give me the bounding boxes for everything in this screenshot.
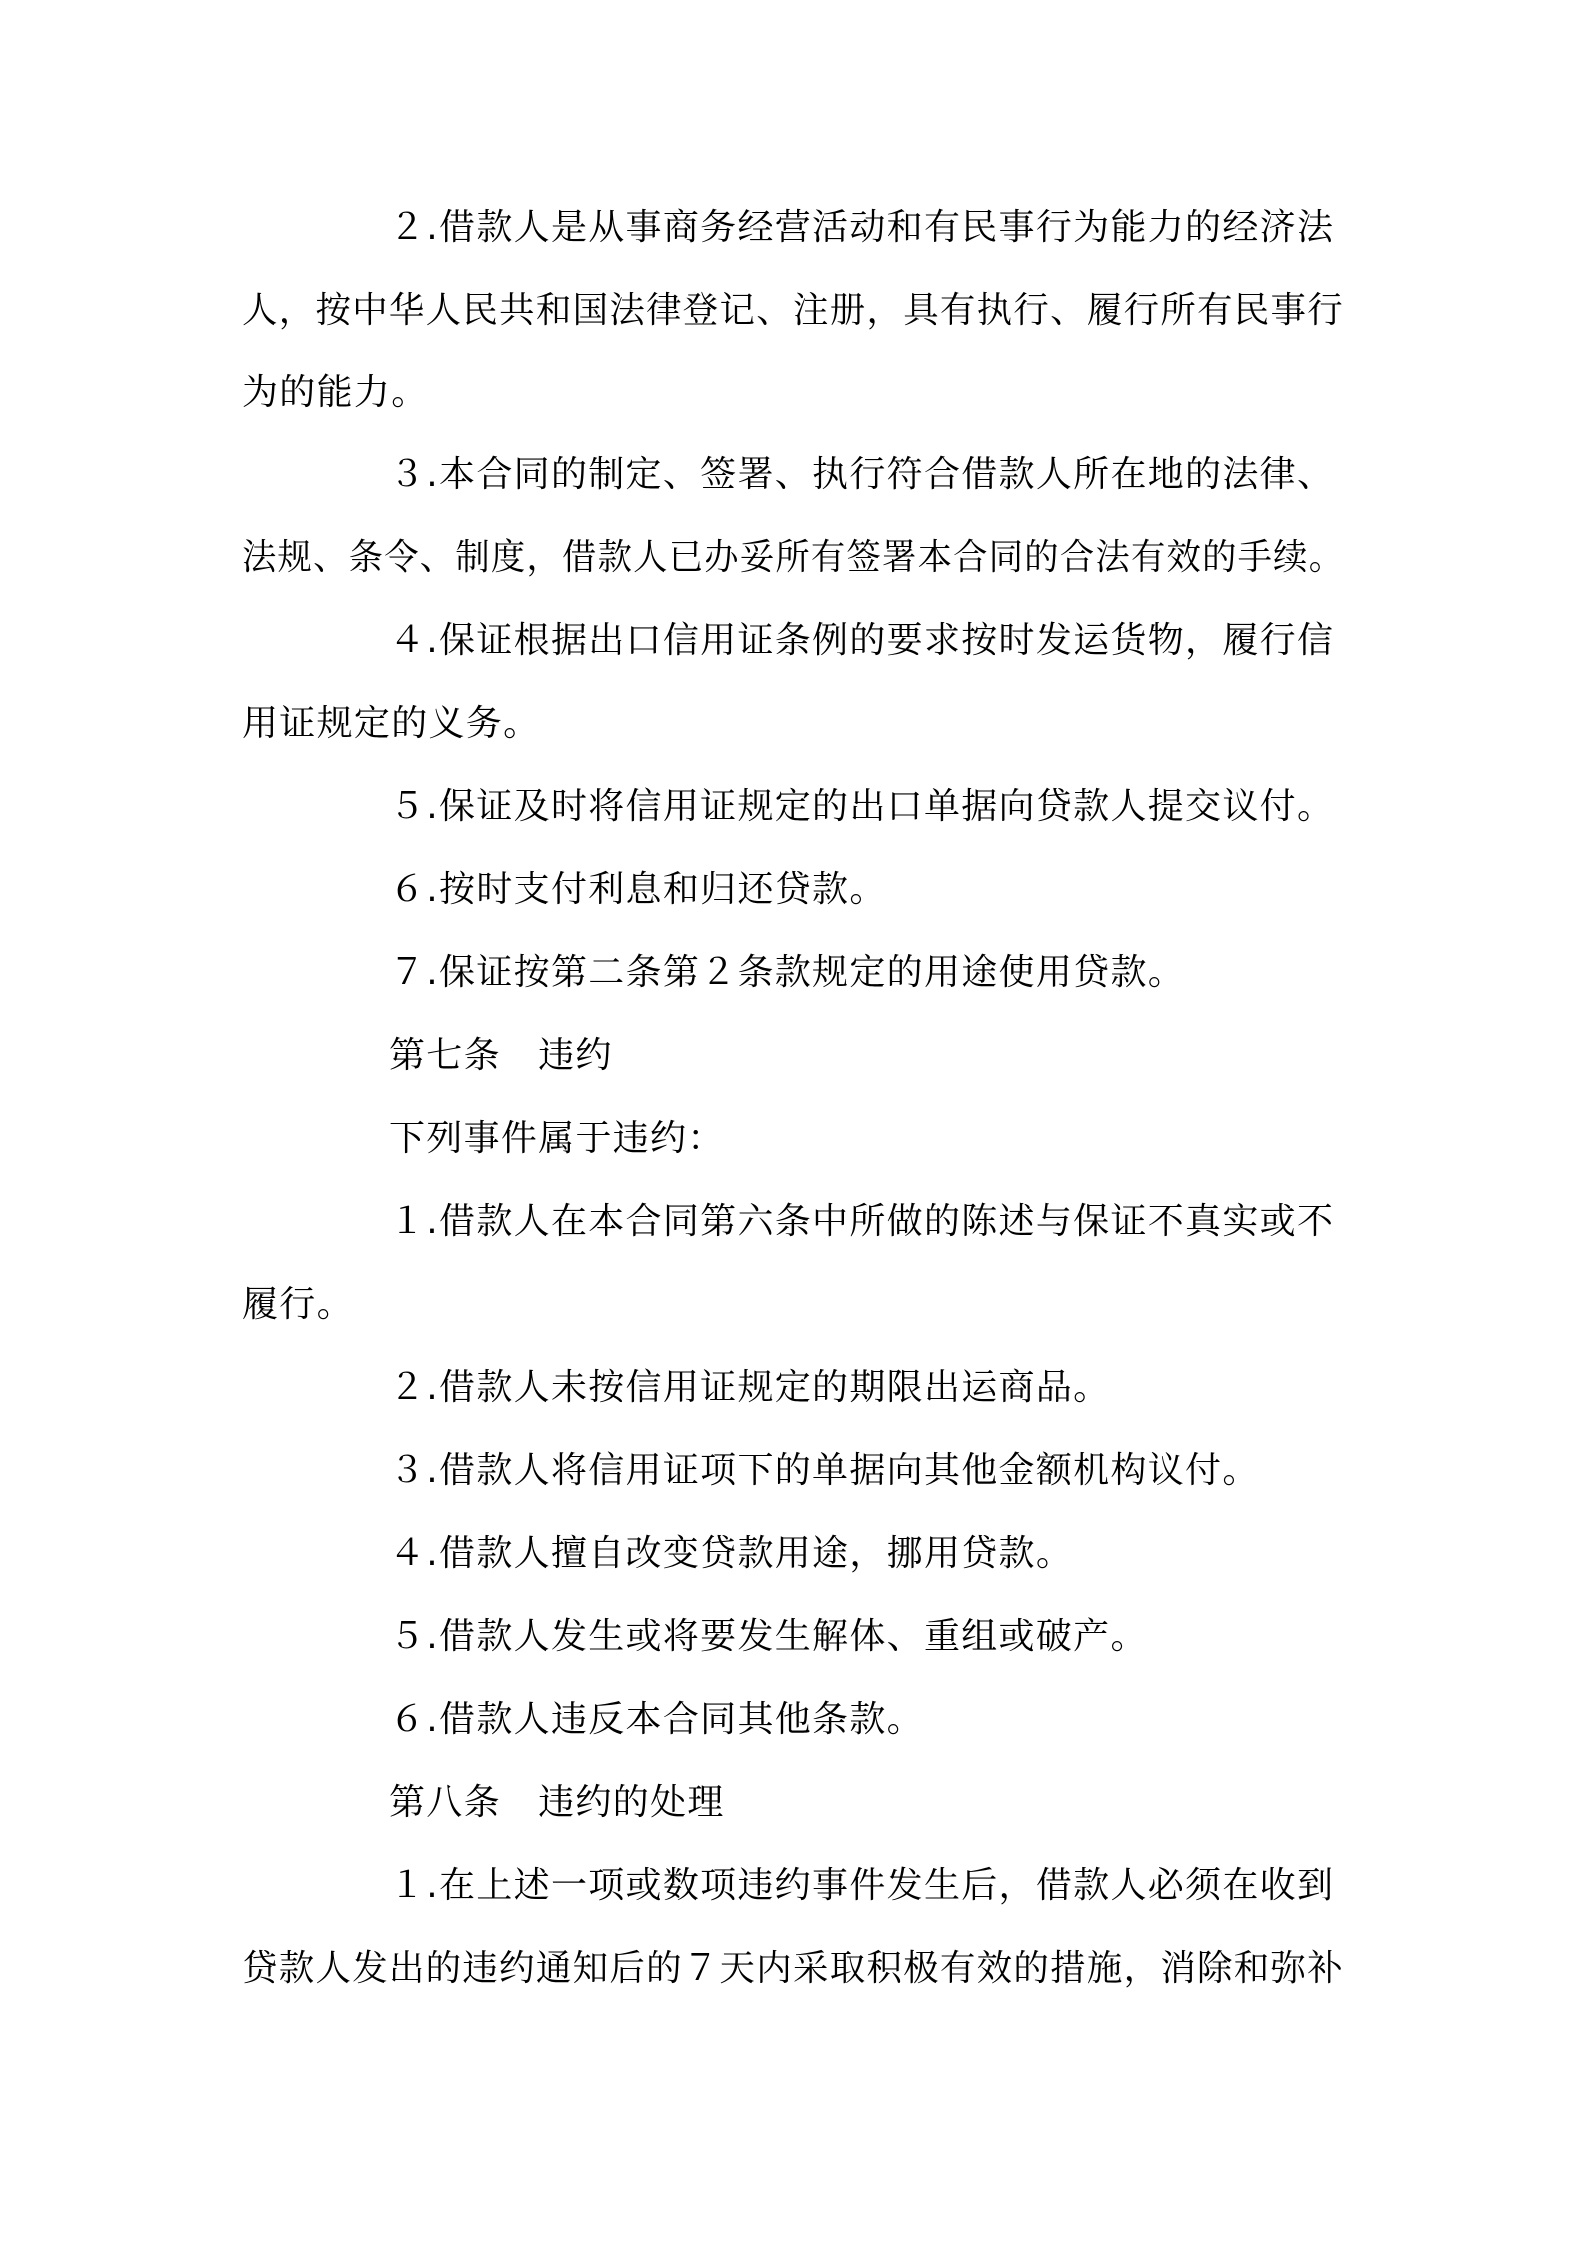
section-heading: 第七条 违约 [389, 1035, 613, 1076]
section-heading: 第八条 违约的处理 [389, 1782, 725, 1823]
text-line: ４.借款人擅自改变贷款用途，挪用贷款。 [389, 1533, 1074, 1574]
text-line: ６.按时支付利息和归还贷款。 [389, 869, 887, 910]
text-line: ５.借款人发生或将要发生解体、重组或破产。 [389, 1616, 1148, 1657]
text-line: 履行。 [242, 1284, 354, 1325]
text-line: ５.保证及时将信用证规定的出口单据向贷款人提交议付。 [389, 786, 1335, 827]
text-line: 法规、条令、制度，借款人已办妥所有签署本合同的合法有效的手续。 [242, 537, 1345, 578]
text-line: 贷款人发出的违约通知后的７天内采取积极有效的措施，消除和弥补 [242, 1948, 1345, 1989]
text-line: ２.借款人未按信用证规定的期限出运商品。 [389, 1367, 1111, 1408]
text-line: ６.借款人违反本合同其他条款。 [389, 1699, 924, 1740]
text-line: 下列事件属于违约： [389, 1118, 725, 1159]
text-line: ７.保证按第二条第２条款规定的用途使用贷款。 [389, 952, 1186, 993]
text-line: 人，按中华人民共和国法律登记、注册，具有执行、履行所有民事行 [242, 290, 1345, 331]
text-line: ３.借款人将信用证项下的单据向其他金额机构议付。 [389, 1450, 1260, 1491]
text-line: １.在上述一项或数项违约事件发生后，借款人必须在收到 [389, 1865, 1335, 1906]
text-line: ２.借款人是从事商务经营活动和有民事行为能力的经济法 [389, 207, 1335, 248]
text-line: 为的能力。 [242, 372, 429, 413]
text-line: １.借款人在本合同第六条中所做的陈述与保证不真实或不 [389, 1201, 1335, 1242]
text-line: 用证规定的义务。 [242, 703, 541, 744]
text-line: ４.保证根据出口信用证条例的要求按时发运货物，履行信 [389, 620, 1335, 661]
text-line: ３.本合同的制定、签署、执行符合借款人所在地的法律、 [389, 454, 1335, 495]
